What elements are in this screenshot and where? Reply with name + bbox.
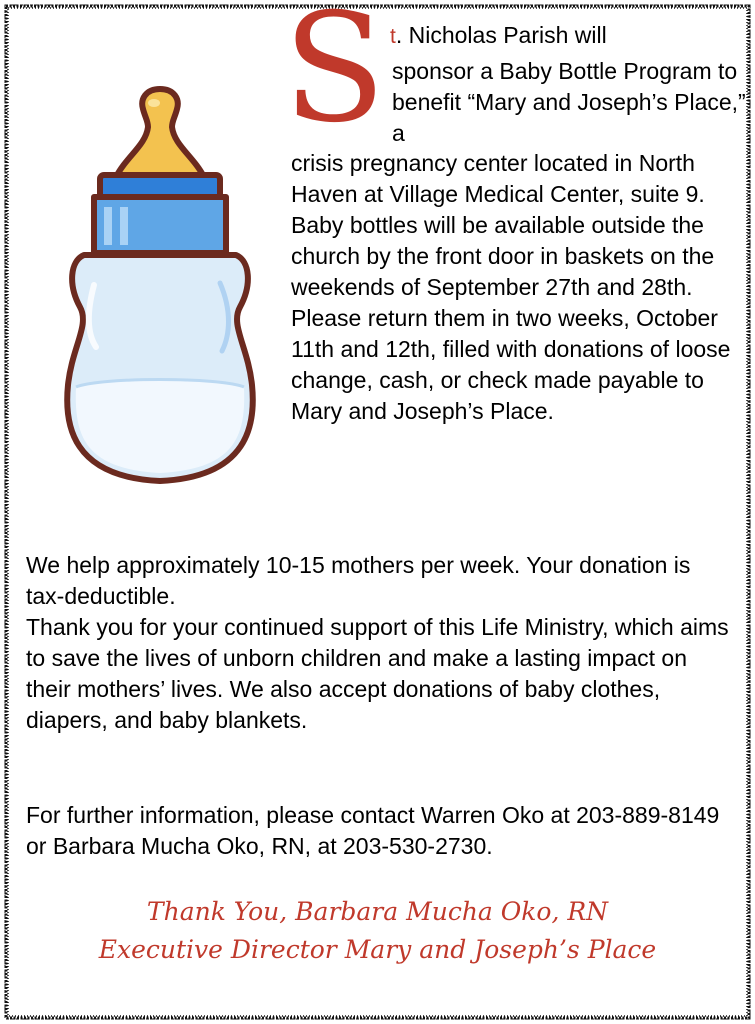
- intro-first-line-text: . Nicholas Parish will: [395, 22, 607, 48]
- paragraph-4-contact: For further information, please contact Warren Oko at 203-889-8149 or Barbara Mucha Oko, RN, at 203-530-2730.: [26, 802, 720, 859]
- baby-bottle-icon: [60, 85, 260, 505]
- intro-lead-letter: t: [390, 25, 396, 48]
- paragraph-1-wrapped: sponsor a Baby Bottle Program to benefit “Mary and Joseph’s Place,” a: [392, 58, 746, 146]
- paragraph-2: We help approximately 10-15 mothers per week. Your donation is tax-deductible.: [26, 552, 691, 609]
- paragraph-1-rest: crisis pregnancy center located in North Haven at Village Medical Center, suite 9. Baby bottles will be available outside the church by the front door in baskets on the weekends of September 27th and 28th. Please return them in two weeks, October 11th and 12th, filled with donations of loose change, cash, or check made payable to Mary and Joseph’s Place.: [291, 150, 731, 424]
- signature-line-1: Thank You, Barbara Mucha Oko, RN: [146, 897, 609, 926]
- intro-first-line: [390, 20, 607, 52]
- paragraph-3: Thank you for your continued support of this Life Ministry, which aims to save the lives of unborn children and make a lasting impact on their mothers’ lives. We also accept donations of baby clothes, diapers, and baby blankets.: [26, 614, 729, 733]
- drop-cap-letter: S: [283, 0, 386, 156]
- signature-line-2: Executive Director Mary and Joseph’s Place: [98, 935, 657, 964]
